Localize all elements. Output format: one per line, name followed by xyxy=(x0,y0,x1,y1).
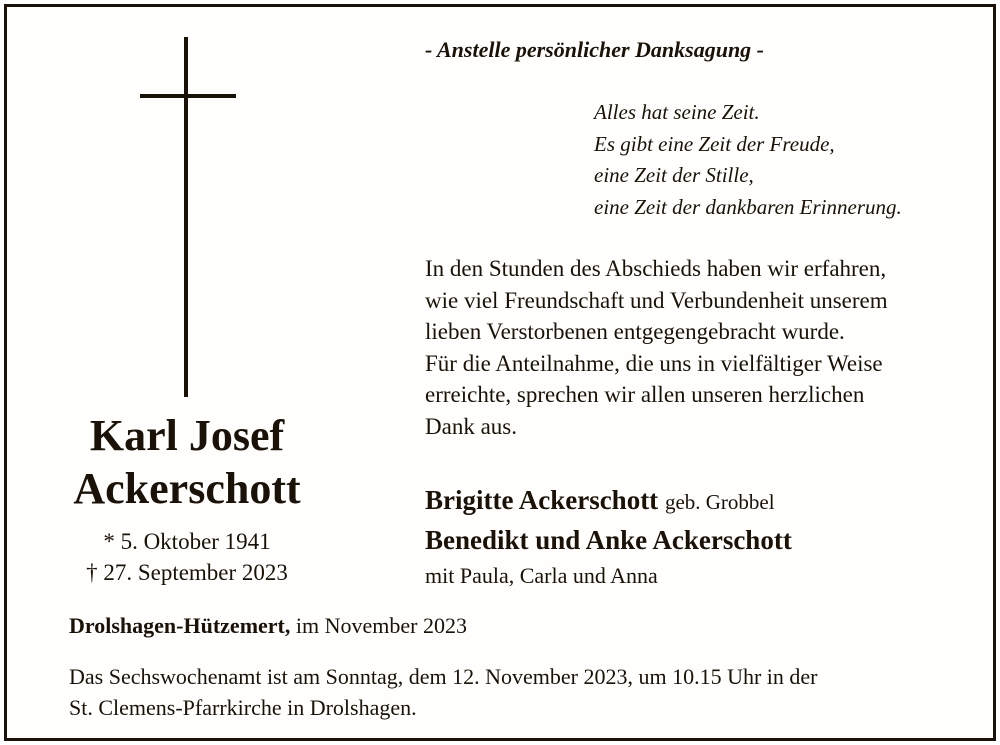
message-line: Dank aus. xyxy=(425,413,517,439)
poem-line: eine Zeit der dankbaren Erinnerung. xyxy=(594,194,902,219)
deceased-name-line1: Karl Josef xyxy=(89,411,285,460)
death-date: † 27. September 2023 xyxy=(86,560,288,585)
mourner-maiden-name: geb. Grobbel xyxy=(664,490,775,514)
deceased-name xyxy=(27,409,347,515)
message-line: lieben Verstorbenen entgegengebracht wurde. xyxy=(425,319,845,345)
poem-line: Es gibt eine Zeit der Freude, xyxy=(594,131,835,156)
place-date-text: im November 2023 xyxy=(295,613,467,638)
place-date xyxy=(69,613,467,639)
mourner-line2: Benedikt und Anke Ackerschott xyxy=(425,525,792,555)
poem xyxy=(594,97,902,223)
birth-date: * 5. Oktober 1941 xyxy=(103,529,271,554)
service-line: St. Clemens-Pfarrkirche in Drolshagen. xyxy=(69,695,417,720)
poem-line: eine Zeit der Stille, xyxy=(594,163,754,187)
life-dates xyxy=(27,526,347,588)
message-line: wie viel Freundschaft und Verbundenheit unserem xyxy=(425,287,888,313)
mourners xyxy=(425,481,792,593)
mourner-line3: mit Paula, Carla und Anna xyxy=(425,563,658,588)
cross-icon xyxy=(184,37,188,397)
thank-you-message xyxy=(425,253,888,443)
message-line: erreichte, sprechen wir allen unseren herzlichen xyxy=(425,382,865,408)
message-line: Für die Anteilnahme, die uns in vielfältiger Weise xyxy=(425,350,883,376)
mourner-name: Brigitte Ackerschott xyxy=(425,485,659,515)
place-town: Drolshagen-Hützemert, xyxy=(69,613,291,638)
service-line: Das Sechswochenamt ist am Sonntag, dem 12. November 2023, um 10.15 Uhr in der xyxy=(69,664,818,689)
cross-icon-bar xyxy=(140,94,236,98)
heading: - Anstelle persönlicher Danksagung - xyxy=(425,37,765,62)
obituary-frame xyxy=(4,4,996,741)
service-notice xyxy=(69,661,817,723)
poem-line: Alles hat seine Zeit. xyxy=(594,100,760,124)
message-line: In den Stunden des Abschieds haben wir erfahren, xyxy=(425,256,887,281)
mourner-line1 xyxy=(425,481,792,521)
deceased-name-line2: Ackerschott xyxy=(73,464,301,513)
